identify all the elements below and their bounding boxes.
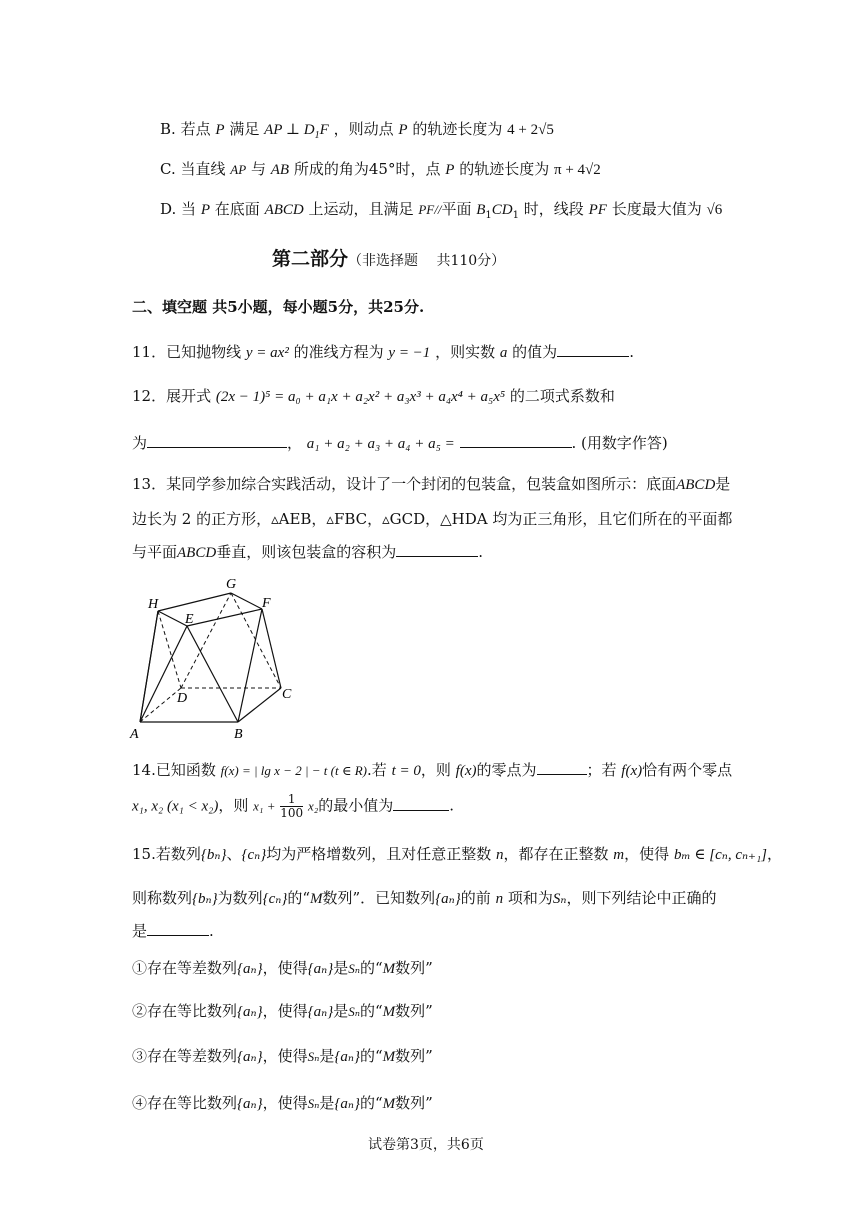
q15-option-2: ②存在等比数列{aₙ}，使得{aₙ}是Sₙ的“M数列” [132,1002,433,1020]
label-h: H [148,597,159,612]
edge-ae [140,626,187,722]
edge-dg [181,593,231,688]
answer-blank[interactable] [396,542,478,557]
edge-ha [140,611,158,722]
edge-hd [158,611,181,688]
label-d: D [177,691,188,706]
answer-blank[interactable] [393,796,449,811]
answer-blank[interactable] [557,342,629,357]
fraction: $\frac{1}{100}$ [280,792,304,820]
question-13-line2: 边长为 2 的正方形，▵AEB，▵FBC，▵GCD，△HDA 均为正三角形，且它们所在的平面都 [132,510,733,528]
q15-option-4: ④存在等比数列{aₙ}，使得Sₙ是{aₙ}的“M数列” [132,1094,433,1112]
label-f: F [262,596,271,611]
edge-fc [262,609,281,688]
label-e: E [185,612,194,627]
edge-bf [238,609,262,722]
answer-blank[interactable] [537,760,587,775]
part-title: 第二部分（非选择题 共110分） [272,248,506,270]
option-d: D. 当 P 在底面 ABCD 上运动，且满足 PF//平面 $B_1CD_1$ 时，线段 PF 长度最大值为 √6 [160,200,723,221]
question-15: 15.若数列{bₙ}、{cₙ}均为严格增数列，且对任意正整数 n，都存在正整数 m，使得 bₘ ∈ [cₙ, cₙ₊₁]， [132,845,783,863]
question-14-line2: x₁, x₂ (x₁ < x₂)，则 x₁ + $\frac{1}{100}$ x₂的最小值为 . [132,792,455,820]
edge-eb [187,626,238,722]
edge-he [158,611,187,626]
question-15-line3: 是 . [132,922,214,940]
label-c: C [282,687,292,702]
question-12: 12．展开式 (2x − 1)⁵ = a₀ + a₁x + a₂x² + a₃x³ + a₄x⁴ + a₅x⁵ 的二项式系数和 [132,387,615,405]
edge-ef [187,609,262,626]
question-15-line2: 则称数列{bₙ}为数列{cₙ}的“M数列”．已知数列{aₙ}的前 n 项和为Sₙ，则下列结论中正确的 [132,889,717,907]
question-12-line2: 为 ， a₁ + a₂ + a₃ + a₄ + a₅ = . (用数字作答) [132,434,668,452]
question-11: 11．已知抛物线 y = ax² 的准线方程为 y = −1 ，则实数 a 的值为 . [132,343,634,361]
option-b: B. 若点 P 满足 AP ⊥ $D_1F$ ，则动点 P 的轨迹长度为 4 + 2√5 [160,120,554,141]
section-heading: 二、填空题 共5小题，每小题5分，共25分. [132,298,425,316]
question-13-line3: 与平面ABCD垂直，则该包装盒的容积为 . [132,543,483,561]
option-letter: C. [160,160,176,178]
answer-blank[interactable] [147,921,209,936]
question-13: 13．某同学参加综合实践活动，设计了一个封闭的包装盒，包装盒如图所示：底面ABCD是 [132,475,731,493]
option-letter: B. [160,120,176,138]
option-letter: D. [160,200,177,218]
page-footer: 试卷第3页，共6页 [368,1137,484,1153]
label-b: B [234,727,243,742]
question-14: 14.已知函数 f(x) = | lg x − 2 | − t (t ∈ R).若 t = 0，则 f(x)的零点为 ；若 f(x)恰有两个零点 [132,761,733,779]
answer-blank[interactable] [460,433,572,448]
label-a: A [130,727,139,742]
label-g: G [226,577,237,592]
q15-option-1: ①存在等差数列{aₙ}，使得{aₙ}是Sₙ的“M数列” [132,959,433,977]
edge-ad [140,688,181,722]
q15-option-3: ③存在等差数列{aₙ}，使得Sₙ是{aₙ}的“M数列” [132,1047,433,1065]
packaging-box-figure [128,572,308,742]
edge-gc [231,593,281,688]
option-c: C. 当直线 AP 与 AB 所成的角为45°时，点 P 的轨迹长度为 π + 4√2 [160,160,601,178]
edge-hg [158,593,231,611]
answer-blank[interactable] [147,433,287,448]
